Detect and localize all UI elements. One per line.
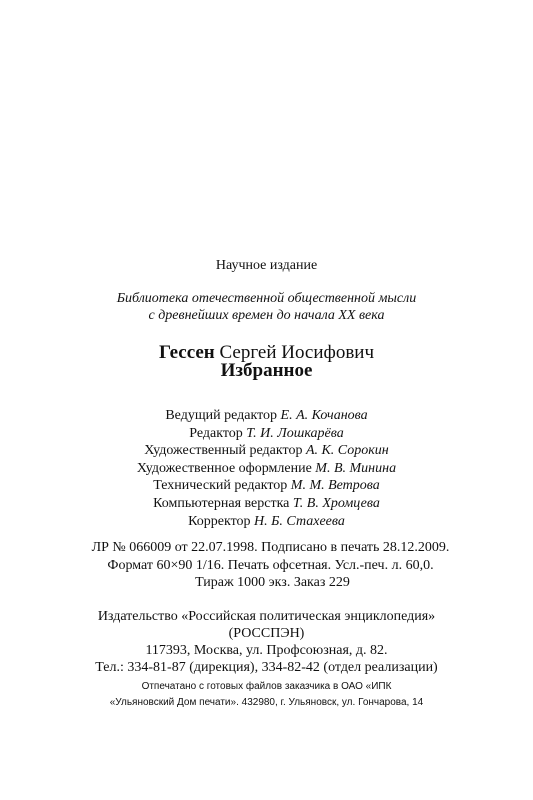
credit-name: Т. В. Хромцева bbox=[292, 495, 380, 511]
series-title-line-2: с древнейших времен до начала XX века bbox=[148, 308, 385, 323]
credit-role: Технический редактор bbox=[153, 478, 288, 494]
author-given-names: Сергей Иосифович bbox=[219, 342, 375, 363]
credit-art-editor bbox=[0, 442, 533, 460]
credit-proofreader bbox=[0, 513, 533, 531]
credit-role: Художественный редактор bbox=[144, 443, 303, 459]
publication-print-run-line: Тираж 1000 экз. Заказ 229 bbox=[195, 575, 350, 590]
publication-license-line: ЛР № 066009 от 22.07.1998. Подписано в печать 28.12.2009. bbox=[91, 540, 450, 555]
publisher-abbreviation: (РОССПЭН) bbox=[228, 626, 305, 641]
credit-role: Художественное оформление bbox=[136, 460, 312, 476]
credit-name: М. В. Минина bbox=[315, 460, 397, 476]
credit-role: Редактор bbox=[189, 425, 243, 441]
credit-name: Е. А. Кочанова bbox=[280, 408, 368, 423]
credit-art-design bbox=[0, 460, 533, 478]
credit-role: Ведущий редактор bbox=[165, 408, 278, 423]
printer-line-2: «Ульяновский Дом печати». 432980, г. Ульяновск, ул. Гончарова, 14 bbox=[109, 697, 424, 708]
credit-lead-editor bbox=[0, 407, 533, 425]
credit-technical-editor bbox=[0, 477, 533, 495]
credit-editor bbox=[0, 425, 533, 443]
credit-name: Т. И. Лошкарёва bbox=[246, 425, 344, 441]
credit-name: А. К. Сорокин bbox=[305, 443, 389, 459]
credit-role: Компьютерная верстка bbox=[153, 495, 290, 511]
edition-type: Научное издание bbox=[215, 258, 318, 273]
book-title: Избранное bbox=[220, 360, 313, 381]
author-surname: Гессен bbox=[158, 342, 215, 363]
series-title-line-1: Библиотека отечественной общественной мысли bbox=[116, 291, 417, 306]
credit-role: Корректор bbox=[188, 513, 251, 529]
publication-format-line: Формат 60×90 1/16. Печать офсетная. Усл.-печ. л. 60,0. bbox=[107, 558, 434, 573]
publisher-address: 117393, Москва, ул. Профсоюзная, д. 82. bbox=[145, 643, 388, 658]
publisher-phones: Тел.: 334-81-87 (дирекция), 334-82-42 (отдел реализации) bbox=[95, 660, 438, 675]
credit-name: М. М. Ветрова bbox=[290, 478, 380, 494]
publisher-name: Издательство «Российская политическая энциклопедия» bbox=[97, 609, 436, 624]
credit-name: Н. Б. Стахеева bbox=[254, 513, 345, 529]
printer-line-1: Отпечатано с готовых файлов заказчика в ОАО «ИПК bbox=[141, 681, 392, 692]
credits-list bbox=[0, 407, 533, 530]
credit-layout bbox=[0, 495, 533, 513]
